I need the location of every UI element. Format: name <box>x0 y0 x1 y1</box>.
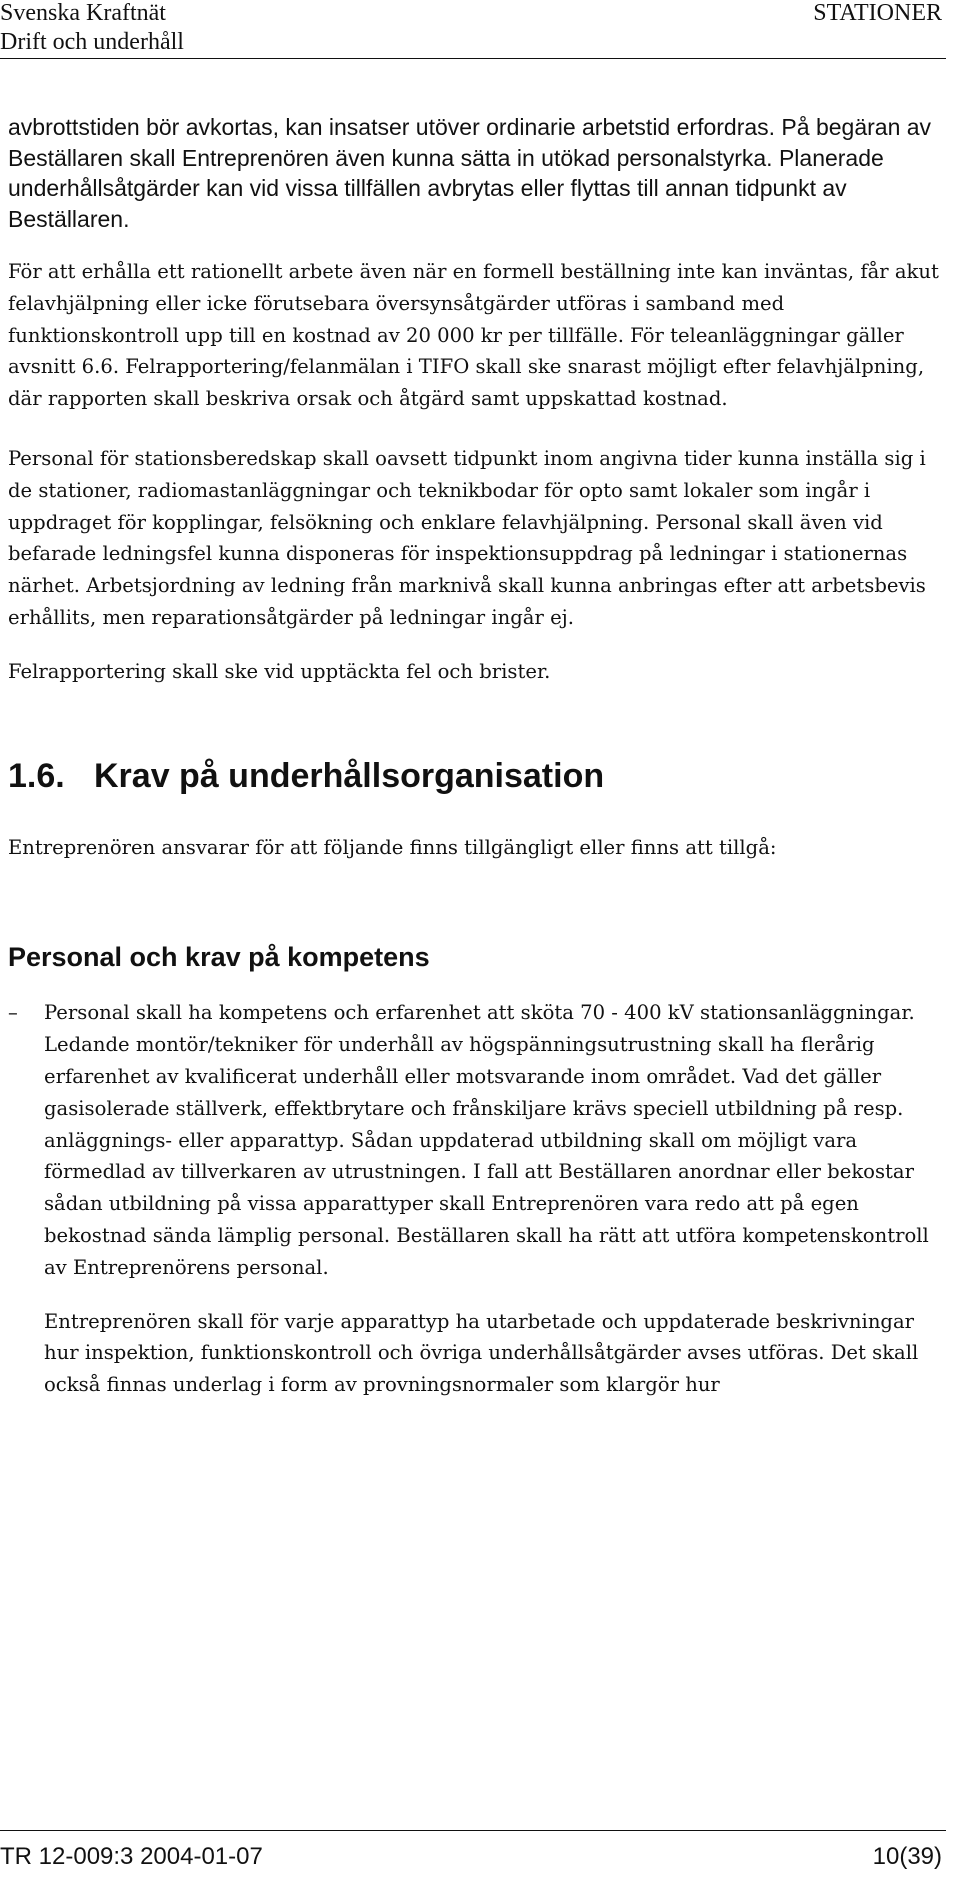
subsection-heading: Personal och krav på kompetens <box>8 942 430 973</box>
paragraph-fault-reporting: Felrapportering skall ske vid upptäckta fel och brister. <box>8 659 551 683</box>
paragraph-descriptions: Entreprenören skall för varje apparattyp ha utarbetade och uppdaterade beskrivningar hur inspektion, funktionskontroll och övriga underhållsåtgärder avses utföras. Det skall också finnas underlag i form av provningsnormaler som klargör hur <box>44 1309 919 1397</box>
paragraph-responsibility: Entreprenören ansvarar för att följande finns tillgängligt eller finns att tillgå: <box>8 835 777 859</box>
header-section: STATIONER <box>813 0 942 26</box>
paragraph-standby-personnel: Personal för stationsberedskap skall oavsett tidpunkt inom angivna tider kunna inställa sig i de stationer, radiomastanläggningar och teknikbodar för opto samt lokaler som ingår i uppdraget för kopplingar, felsökning och enklare felavhjälpning. Personal skall även vid befarade ledningsfel kunna disponeras för inspektionsuppdrag på ledningar i stationernas närhet. Arbetsjordning av ledning från marknivå skall kunna anbringas efter att arbetsbevis erhållits, men reparationsåtgärder på ledningar ingår ej. <box>8 446 926 629</box>
footer-page-number: 10(39) <box>872 1843 942 1870</box>
header-organization: Svenska Kraftnät <box>0 0 166 26</box>
document-body <box>8 112 944 1401</box>
page-header <box>0 0 946 59</box>
section-heading <box>8 756 944 796</box>
paragraph-intro: avbrottstiden bör avkortas, kan insatser utöver ordinarie arbetstid erfordras. På begäran av Beställaren skall Entreprenören även kunna sätta in utökad personalstyrka. Planerade underhållsåtgärder kan vid vissa tillfällen avbrytas eller flyttas till annan tidpunkt av Beställaren. <box>8 114 932 232</box>
section-number: 1.6. <box>8 756 65 795</box>
page-footer <box>0 1830 946 1877</box>
header-subtitle: Drift och underhåll <box>0 29 184 55</box>
list-item <box>8 997 944 1283</box>
footer-doc-reference: TR 12-009:3 2004-01-07 <box>0 1843 263 1870</box>
paragraph-emergency-repair: För att erhålla ett rationellt arbete även när en formell beställning inte kan inväntas, får akut felavhjälpning eller icke förutsebara översynsåtgärder utföras i samband med funktionskontroll upp till en kostnad av 20 000 kr per tillfälle. För teleanläggningar gäller avsnitt 6.6. Felrapportering/felanmälan i TIFO skall ske snarast möjligt efter felavhjälpning, där rapporten skall beskriva orsak och åtgärd samt uppskattad kostnad. <box>8 260 939 411</box>
section-title: Krav på underhållsorganisation <box>94 756 605 795</box>
bullet-text-competence: Personal skall ha kompetens och erfarenhet att sköta 70 - 400 kV stationsanläggningar. Ledande montör/tekniker för underhåll av högspänningsutrustning skall ha flerårig erfarenhet av kvalificerat underhåll eller motsvarande inom området. Vad det gäller gasisolerade ställverk, effektbrytare och frånskiljare krävs speciell utbildning på resp. anläggnings- eller apparattyp. Sådan uppdaterad utbildning skall om möjligt vara förmedlad av tillverkaren av utrustningen. I fall att Beställaren anordnar eller bekostar sådan utbildning på vissa apparattyper skall Entreprenören vara redo att på egen bekostnad sända lämplig personal. Beställaren skall ha rätt att utföra kompetenskontroll av Entreprenörens personal. <box>44 1001 929 1279</box>
bullet-marker: – <box>8 1001 18 1025</box>
